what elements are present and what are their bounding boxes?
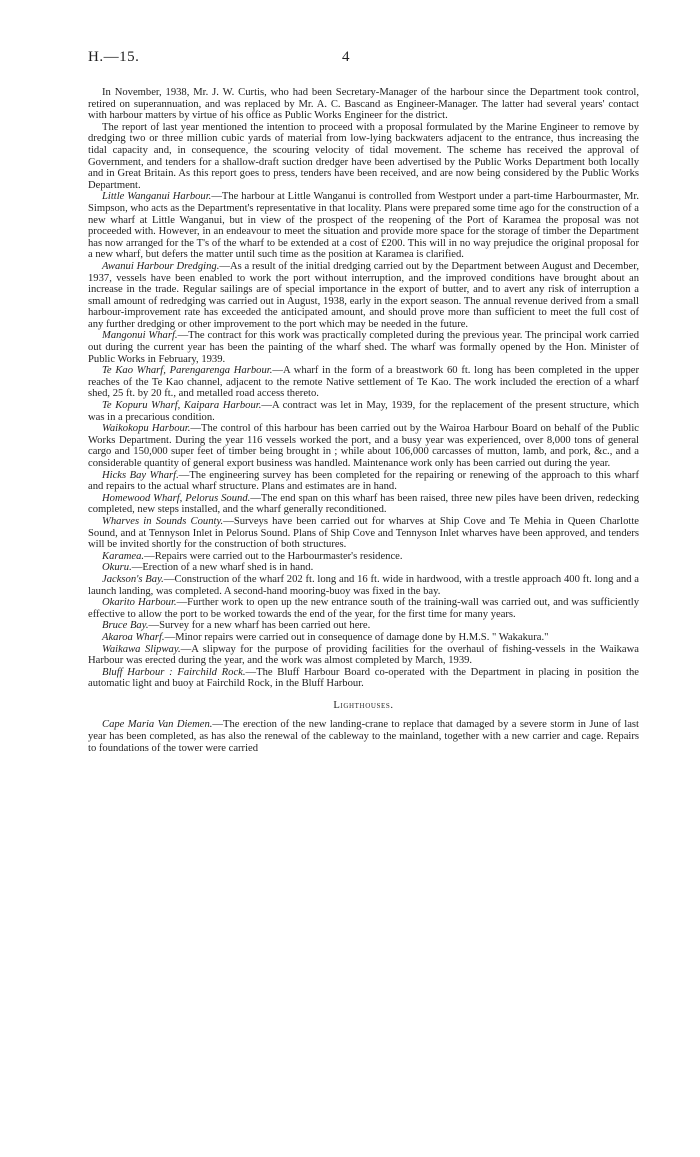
paragraph-text: —The harbour at Little Wanganui is controlled from Westport under a part-time Harbourmaster, Mr. Simpson, who acts as the Department's representative in that locality. Plans were prepared some time ago for the construction of a new wharf at Little Wanganui, but in view of the prospect of the reopening of the Port of Karamea the proposal was not proceeded with. However, in an endeavour to meet the situation and provide more space for the storage of timber the Department has now arranged for the T's of the wharf to be extended at a cost of £200. This will in no way prejudice the original proposal for a new wharf, but defers the matter until such time as the position at Karamea is clarified. [88,191,640,261]
paragraph [88,122,639,192]
paragraph-text: —The end span on this wharf has been raised, three new piles have been driven, redecking completed, new steps installed, and the wharf generally reconditioned. [88,492,639,516]
paragraph-lead: Jackson's Bay. [102,573,164,585]
paragraph-text: —The Bluff Harbour Board co-operated with the Department in placing in position the automatic light and buoy at Fairchild Rock, in the Bluff Harbour. [88,666,639,690]
paragraph-text: —The erection of the new landing-crane to replace that damaged by a severe storm in June of last year has been completed, as has also the renewal of the cableway to the mainland, together with a new carrier and cage. Repairs to foundations of the tower were carried [88,719,639,754]
paragraph-text: —A contract was let in May, 1939, for the replacement of the present structure, which was in a precarious condition. [88,400,639,423]
paragraph-text: —The engineering survey has been completed for the repairing or renewing of the approach to this wharf and repairs to the actual wharf structure. Plans and estimates are in hand. [88,469,639,493]
paragraph-text: —Construction of the wharf 202 ft. long and 16 ft. wide in hardwood, with a trestle approach 400 ft. long and a launch landing, was completed. A second-hand mooring-buoy was fixed in the bay. [88,573,639,597]
paragraph-lead: Waikokopu Harbour. [102,423,191,435]
document-reference: H.—15. [88,49,140,65]
paragraph [88,516,639,551]
page-header [88,49,608,69]
paragraph-text: —Surveys have been carried out for wharves at Ship Cove and Te Mehia in Queen Charlotte Sound, and at Tennyson Inlet in Pelorus Sound. Plans of Ship Cove and Tennyson Inlet wharves have been approved, and tenders will be invited shortly for the construction of both structures. [88,515,640,551]
paragraph [88,470,639,493]
paragraph-lead: Bruce Bay. [102,620,149,632]
paragraph [88,365,639,400]
paragraph-text: —A slipway for the purpose of providing facilities for the overhaul of fishing-vessels in the Waikawa Harbour was erected during the year, and the work was almost completed by March, 1939. [88,643,639,667]
paragraph-text: —As a result of the initial dredging carried out by the Department between August and December, 1937, vessels have been enabled to work the port without interruption, and the improved conditions have brought about an increase in the trade. Regular sailings are of special importance in the export of butter, and to avert any risk of interruption a small amount of redredging was carried out in August, 1938, early in the export season. The annual revenue derived from a small harbour-improvement rate has exceeded the anticipated amount, and should prove more than sufficient to meet the full cost of any further dredging or other improvement to the port which may be needed in the future. [88,260,639,330]
paragraph-lead: Awanui Harbour Dredging. [102,260,220,272]
body-text [88,87,639,754]
paragraph-text: —Minor repairs were carried out in consequence of damage done by H.M.S. " Wakakura." [164,631,549,643]
paragraph-lead: Waikawa Slipway. [102,643,181,655]
paragraph [88,644,639,667]
paragraph-list [88,87,639,690]
paragraph-text: —Repairs were carried out to the Harbourmaster's residence. [144,550,403,562]
paragraph [88,191,639,261]
section-paragraph-list [88,719,639,754]
paragraph-lead: Wharves in Sounds County. [102,515,224,527]
paragraph-lead: Bluff Harbour : Fairchild Rock. [102,666,246,678]
paragraph [88,330,639,365]
paragraph-lead: Hicks Bay Wharf. [102,469,179,481]
paragraph [88,423,639,469]
paragraph [88,632,639,644]
paragraph-text: —Survey for a new wharf has been carried out here. [148,620,371,632]
paragraph-lead: Te Kao Wharf, Parengarenga Harbour. [102,365,273,377]
paragraph [88,574,639,597]
paragraph-lead: Akaroa Wharf. [102,631,165,643]
paragraph [88,667,639,690]
paragraph-text: —Further work to open up the new entrance south of the training-wall was carried out, and was sufficiently effective to allow the port to be worked towards the end of the year, for the first time for many years. [88,597,639,620]
page-number: 4 [342,49,350,65]
paragraph [88,719,639,754]
paragraph-text: —The contract for this work was practically completed during the previous year. The principal work carried out during the current year has been the painting of the wharf shed. The wharf was formally opened by the Hon. Minister of Public Works in February, 1939. [88,330,639,365]
paragraph-lead: Te Kopuru Wharf, Kaipara Harbour. [102,400,262,412]
paragraph [88,493,639,516]
paragraph-lead: Little Wanganui Harbour. [102,191,212,203]
paragraph [88,261,639,331]
paragraph-lead: Homewood Wharf, Pelorus Sound. [102,492,251,504]
paragraph-lead: Okarito Harbour. [102,597,177,609]
paragraph [88,562,639,574]
section-heading-lighthouses: Lighthouses. [333,699,394,711]
paragraph-text: The report of last year mentioned the intention to proceed with a proposal formulated by the Marine Engineer to remove by dredging two or three million cubic yards of material from low-lying backwaters adjacent to the entrance, thus increasing the tidal capacity and, in consequence, the scouring velocity of tidal movement. The scheme has received the approval of Government, and tenders for a shallow-draft suction dredger have been advertised by the Public Works Department both locally and in Great Britain. As this report goes to press, tenders have been received, and are now being considered by the Public Works Department. [88,121,639,191]
paragraph [88,551,639,563]
paragraph-text: —A wharf in the form of a breastwork 60 ft. long has been completed in the upper reaches of the Te Kao channel, adjacent to the remote Native settlement of Te Kao. The work included the erection of a wharf shed, 25 ft. by 20 ft., and metalled road access thereto. [88,365,639,400]
paragraph-lead: Karamea. [102,550,145,562]
paragraph-text: —Erection of a new wharf shed is in hand. [131,562,314,574]
paragraph-text: In November, 1938, Mr. J. W. Curtis, who had been Secretary-Manager of the harbour since the Department took control, retired on superannuation, and was replaced by Mr. A. C. Bascand as Engineer-Manager. The latter had several years' contact with harbour matters by virtue of his office as Public Works Engineer for the district. [88,87,639,122]
paragraph [88,87,639,122]
paragraph-lead: Okuru. [102,562,132,574]
paragraph-lead: Mangonui Wharf. [102,330,178,342]
paragraph [88,597,639,620]
paragraph [88,400,639,423]
paragraph-text: —The control of this harbour has been carried out by the Wairoa Harbour Board on behalf of the Public Works Department. During the year 116 vessels worked the port, and a busy year was experienced, over 8,000 tons of general cargo and 150,000 super feet of timber being brought in ; while about 106,000 carcasses of mutton, lamb, and pork, &c., and a considerable quantity of general export business was handled. Maintenance work only has been carried out during the year. [88,423,639,469]
paragraph-lead: Cape Maria Van Diemen. [102,719,213,731]
paragraph [88,620,639,632]
